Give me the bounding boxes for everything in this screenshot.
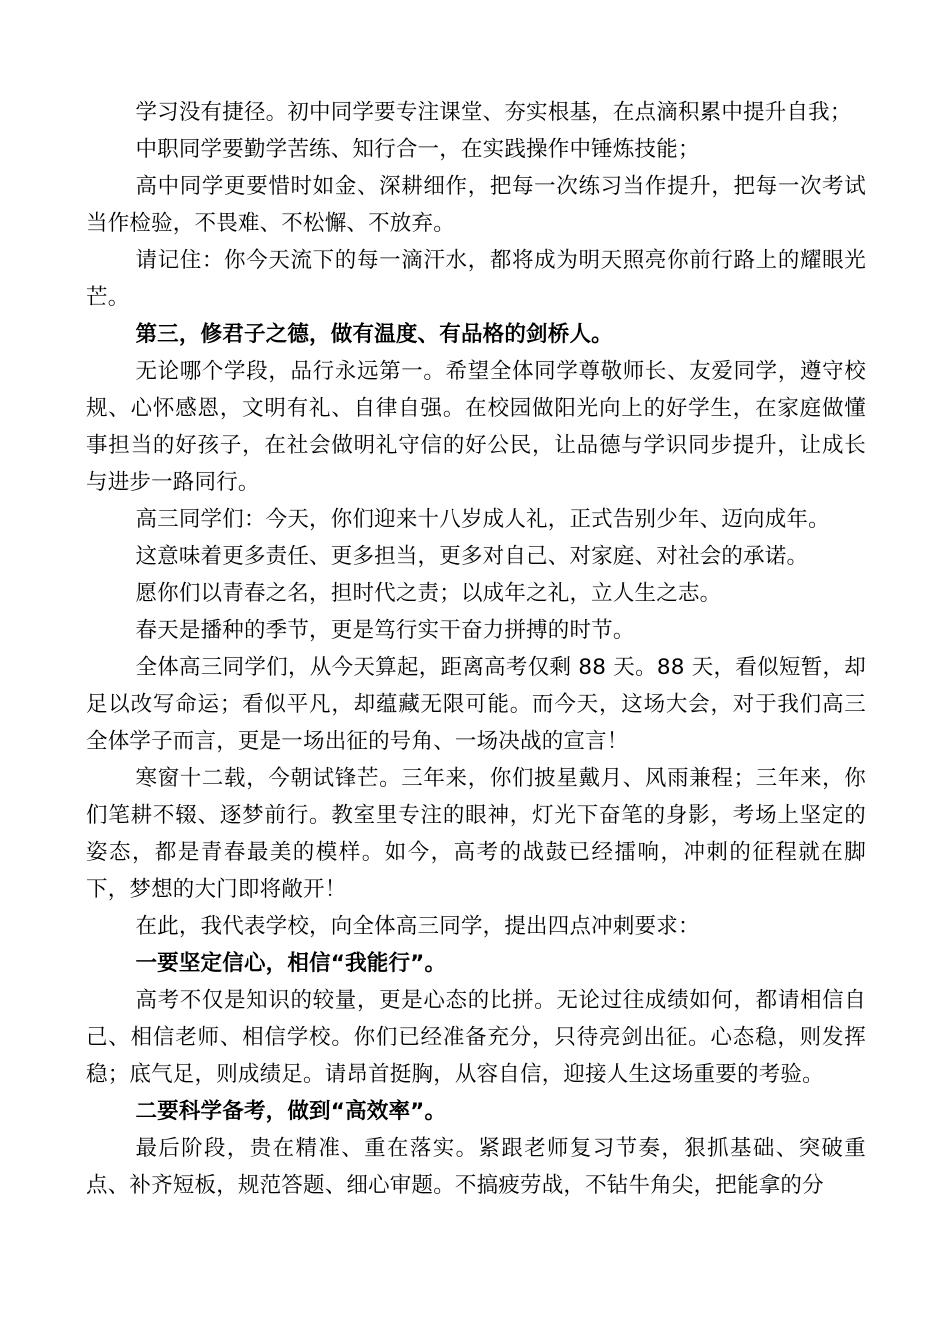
paragraph: 无论哪个学段，品行永远第一。希望全体同学尊敬师长、友爱同学，遵守校规、心怀感恩，文明有礼、自律自强。在校园做阳光向上的好学生，在家庭做懂事担当的好孩子，在社会做明礼守信的好公民，让品德与学识同步提升，让成长与进步一路同行。 xyxy=(86,359,866,495)
paragraph: 最后阶段，贵在精准、重在落实。紧跟老师复习节奏，狠抓基础、突破重点、补齐短板，规范答题、细心审题。不搞疲劳战，不钻牛角尖，把能拿的分 xyxy=(86,1136,866,1198)
paragraph: 愿你们以青春之名，担时代之责；以成年之礼，立人生之志。 xyxy=(135,581,722,606)
paragraph: 全体高三同学们，从今天算起，距离高考仅剩 88 天。88 天，看似短暂，却足以改写命运；看似平凡，却蕴藏无限可能。而今天，这场大会，对于我们高三全体学子而言，更是一场出征的号角、一场决战的宣言！ xyxy=(86,655,866,754)
section-heading: 第三，修君子之德，做有温度、有品格的剑桥人。 xyxy=(135,322,613,347)
document-body xyxy=(86,94,866,1204)
paragraph: 寒窗十二载，今朝试锋芒。三年来，你们披星戴月、风雨兼程；三年来，你们笔耕不辍、逐梦前行。教室里专注的眼神，灯光下奋笔的身影，考场上坚定的姿态，都是青春最美的模样。如今，高考的战鼓已经擂响，冲刺的征程就在脚下，梦想的大门即将敞开！ xyxy=(86,766,866,902)
paragraph: 高考不仅是知识的较量，更是心态的比拼。无论过往成绩如何，都请相信自己、相信老师、相信学校。你们已经准备充分，只待亮剑出征。心态稳，则发挥稳；底气足，则成绩足。请昂首挺胸，从容自信，迎接人生这场重要的考验。 xyxy=(86,988,866,1087)
paragraph: 学习没有捷径。初中同学要专注课堂、夯实根基，在点滴积累中提升自我； xyxy=(135,100,852,125)
section-heading: 一要坚定信心，相信“我能行”。 xyxy=(135,951,447,976)
paragraph: 春天是播种的季节，更是笃行实干奋力拼搏的时节。 xyxy=(135,618,635,643)
section-heading: 二要科学备考，做到“高效率”。 xyxy=(135,1099,447,1124)
paragraph: 在此，我代表学校，向全体高三同学，提出四点冲刺要求： xyxy=(135,914,700,939)
paragraph: 高三同学们：今天，你们迎来十八岁成人礼，正式告别少年、迈向成年。 xyxy=(135,507,830,532)
paragraph: 高中同学更要惜时如金、深耕细作，把每一次练习当作提升，把每一次考试当作检验，不畏难、不松懈、不放弃。 xyxy=(86,174,866,236)
paragraph: 中职同学要勤学苦练、知行合一，在实践操作中锤炼技能； xyxy=(135,137,700,162)
paragraph: 这意味着更多责任、更多担当，更多对自己、对家庭、对社会的承诺。 xyxy=(135,544,809,569)
paragraph: 请记住：你今天流下的每一滴汗水，都将成为明天照亮你前行路上的耀眼光芒。 xyxy=(86,248,866,310)
